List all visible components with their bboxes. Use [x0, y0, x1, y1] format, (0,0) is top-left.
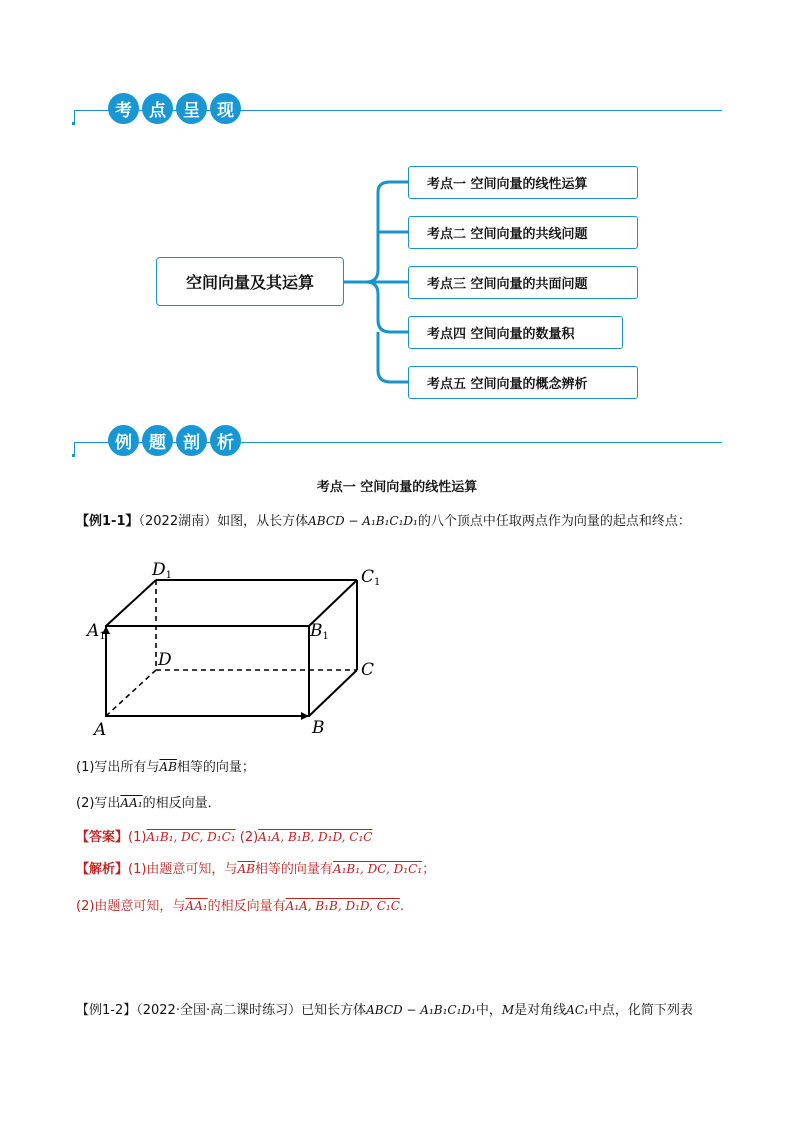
label-c: C [361, 660, 375, 680]
example-tag: 【例1-1】 [76, 514, 139, 529]
topic-title: 考点一 空间向量的线性运算 [316, 480, 478, 495]
answer-vectors-1: A₁B₁, DC, D₁C₁ [146, 830, 236, 844]
analysis-vectors: A₁A, B₁B, D₁D, C₁C [285, 899, 400, 913]
answer-text: (1) [128, 830, 147, 845]
analysis-tag: 【解析】 [76, 862, 129, 877]
question-text: (1)写出所有与 [76, 760, 160, 775]
example-source: （2022·全国·高二课时练习） [136, 1003, 302, 1018]
edge-cb [309, 670, 357, 716]
header-title [108, 425, 241, 456]
vector-ab: $\overline{AB}$ [159, 760, 177, 774]
header-char: 析 [210, 425, 241, 456]
section-header-liti [74, 424, 722, 460]
header-char: 点 [142, 93, 173, 124]
example-1-2 [76, 1000, 693, 1021]
vector-aa1: AA₁ [185, 899, 208, 913]
cuboid-figure [80, 555, 390, 740]
example-math: ABCD − A₁B₁C₁D₁ [366, 1003, 476, 1017]
arrow-ab [301, 712, 309, 720]
vector-aa1: AA₁ [120, 796, 143, 810]
analysis-text: . [399, 899, 405, 914]
analysis-text: (1)由题意可知，与 [128, 862, 238, 877]
question-text: 相等的向量； [176, 760, 255, 775]
example-text: 已知长方体 [301, 1003, 367, 1018]
analysis-line-2 [76, 896, 404, 917]
analysis-text: (2)由题意可知，与 [76, 899, 186, 914]
analysis-text: 相等的向量有 [254, 862, 333, 877]
answer-line [76, 827, 372, 848]
example-source: （2022湖南） [138, 514, 218, 529]
header-char: 现 [210, 93, 241, 124]
label-d1: D1 [152, 560, 173, 581]
mindmap-node-3: 考点三 空间向量的共面问题 [408, 266, 638, 299]
analysis-line-1 [76, 859, 435, 880]
edge-a1d1 [106, 580, 156, 626]
header-char: 例 [108, 425, 139, 456]
mindmap-node-1: 考点一 空间向量的线性运算 [408, 166, 638, 199]
label-a1: A1 [87, 621, 106, 642]
analysis-text: 的相反向量有 [207, 899, 286, 914]
question-text: 的相反向量． [142, 796, 221, 811]
example-tag: 【例1-2】 [76, 1003, 137, 1018]
example-math: ABCD − A₁B₁C₁D₁ [308, 514, 418, 528]
label-b: B [312, 718, 325, 738]
answer-text: (2) [239, 830, 259, 845]
diagonal-ac1: AC₁ [566, 1003, 589, 1017]
mindmap-node-2: 考点二 空间向量的共线问题 [408, 216, 638, 249]
point-m: M [501, 1003, 515, 1017]
label-b1: B1 [310, 621, 329, 642]
example-text: 中， [475, 1003, 502, 1018]
mindmap-root: 空间向量及其运算 [156, 257, 344, 306]
mindmap-node-4: 考点四 空间向量的数量积 [408, 316, 623, 349]
hidden-edge-da [106, 670, 156, 716]
question-2 [76, 793, 221, 814]
header-char: 剖 [176, 425, 207, 456]
label-d: D [158, 650, 172, 670]
example-1-1 [76, 511, 691, 532]
question-1 [76, 757, 255, 778]
example-text: 如图，从长方体 [217, 514, 309, 529]
label-c1: C1 [361, 567, 381, 588]
answer-vectors-2: A₁A, B₁B, D₁D, C₁C [258, 830, 373, 844]
front-face [106, 626, 309, 716]
mindmap-node-5: 考点五 空间向量的概念辨析 [408, 366, 638, 399]
analysis-text: ； [422, 862, 436, 877]
header-char: 呈 [176, 93, 207, 124]
header-char: 考 [108, 93, 139, 124]
question-text: (2)写出 [76, 796, 121, 811]
answer-tag: 【答案】 [76, 830, 129, 845]
section-header-kaodian [74, 92, 722, 128]
example-text: 是对角线 [514, 1003, 567, 1018]
example-text: 的八个顶点中任取两点作为向量的起点和终点： [417, 514, 691, 529]
header-title [108, 93, 241, 124]
analysis-vectors: A₁B₁, DC, D₁C₁ [332, 862, 423, 876]
example-text: 中点，化简下列表 [588, 1003, 693, 1018]
header-char: 题 [142, 425, 173, 456]
label-a: A [94, 720, 107, 740]
edge-c1b1 [309, 580, 357, 626]
vector-ab: $\overline{AB}$ [237, 862, 255, 876]
